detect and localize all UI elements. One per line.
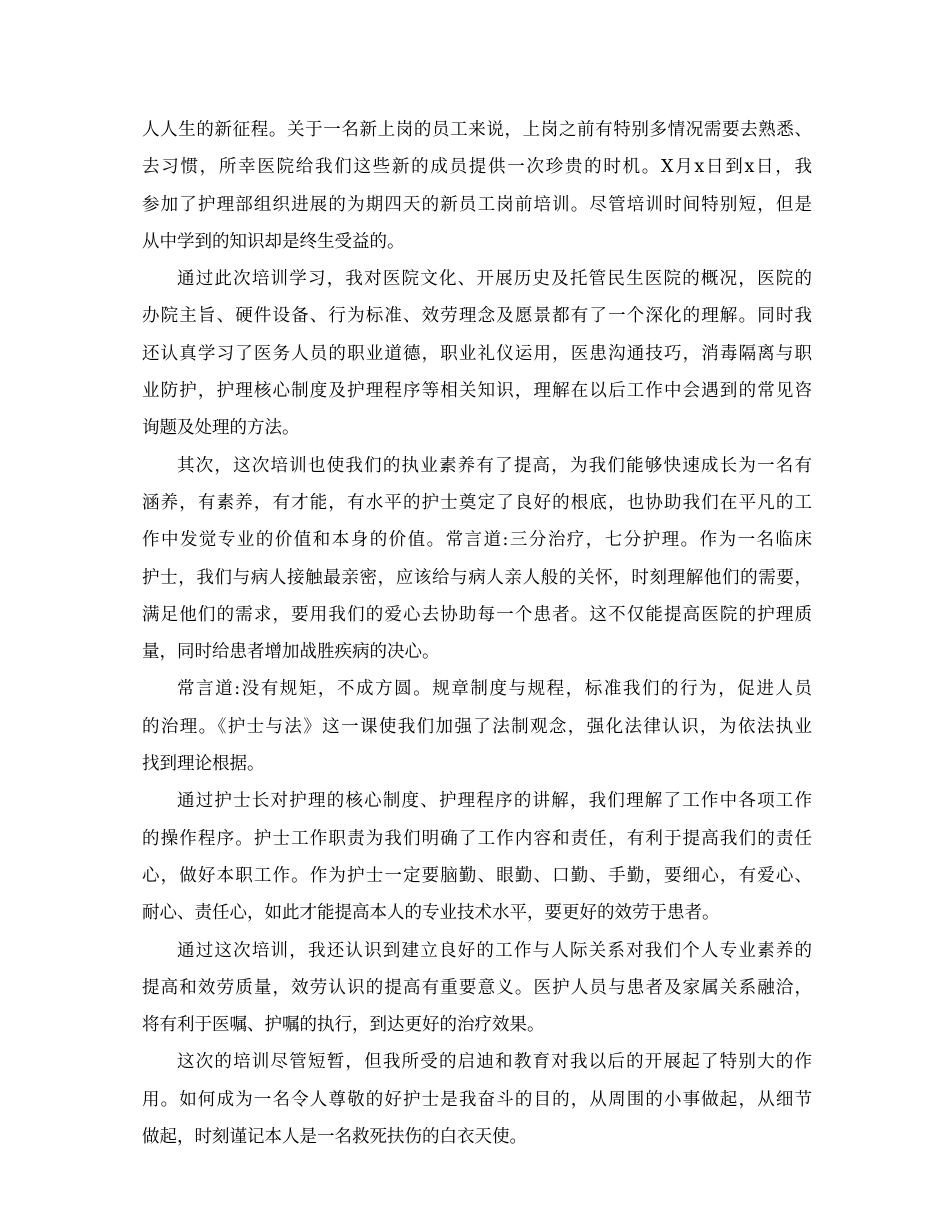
paragraph-professional-quality	[142, 448, 812, 672]
paragraph-continuation	[142, 112, 812, 261]
text-line: 人人生的新征程。关于一名新上岗的员工来说，上岗之前有特别多情况需要去熟悉、	[142, 120, 812, 140]
text-line: 其次，这次培训也使我们的执业素养有了提高，为我们能够快速成长为一名有	[177, 455, 812, 476]
text-line: 从中学到的知识却是终生受益的。	[142, 231, 405, 252]
document-body	[142, 112, 812, 1156]
text-line: 满足他们的需求，要用我们的爱心去协助每一个患者。这不仅能提高医院的护理质	[142, 604, 812, 625]
text-line: 耐心、责任心，如此才能提高本人的专业技术水平，要更好的效劳于患者。	[142, 903, 720, 924]
paragraph-relationships	[142, 933, 812, 1045]
text-line: 作中发觉专业的价值和本身的价值。常言道:三分治疗，七分护理。作为一名临床	[142, 530, 812, 551]
text-line: 业防护，护理核心制度及护理程序等相关知识，理解在以后工作中会遇到的常见咨	[142, 381, 812, 402]
text-line: 的操作程序。护士工作职责为我们明确了工作内容和责任，有利于提高我们的责任	[142, 828, 812, 849]
text-line: 这次的培训尽管短暂，但我所受的启迪和教育对我以后的开展起了特别大的作	[177, 1052, 812, 1073]
text-line: 找到理论根据。	[142, 754, 265, 775]
text-line: 涵养，有素养，有才能，有水平的护士奠定了良好的根底，也协助我们在平凡的工	[142, 492, 812, 513]
text-line: 去习惯，所幸医院给我们这些新的成员提供一次珍贵的时机。X月x日到x日，我	[142, 157, 812, 178]
paragraph-core-system	[142, 783, 812, 932]
text-line: 量，同时给患者增加战胜疾病的决心。	[142, 642, 440, 663]
text-line: 询题及处理的方法。	[142, 418, 300, 439]
text-line: 通过这次培训，我还认识到建立良好的工作与人际关系对我们个人专业素养的	[177, 940, 812, 961]
text-line: 将有利于医嘱、护嘱的执行，到达更好的治疗效果。	[142, 1015, 545, 1036]
text-line: 做起，时刻谨记本人是一名救死扶伤的白衣天使。	[142, 1127, 527, 1148]
text-line: 还认真学习了医务人员的职业道德，职业礼仪运用，医患沟通技巧，消毒隔离与职	[142, 343, 812, 364]
text-line: 提高和效劳质量，效劳认识的提高有重要意义。医护人员与患者及家属关系融洽，	[142, 977, 812, 998]
text-line: 常言道:没有规矩，不成方圆。规章制度与规程，标准我们的行为，促进人员	[177, 679, 812, 700]
text-line: 护士，我们与病人接触最亲密，应该给与病人亲人般的关怀，时刻理解他们的需要，	[142, 567, 812, 588]
paragraph-conclusion	[142, 1044, 812, 1156]
text-line: 通过此次培训学习，我对医院文化、开展历史及托管民生医院的概况，医院的	[177, 269, 812, 290]
text-line: 用。如何成为一名令人尊敬的好护士是我奋斗的目的，从周围的小事做起，从细节	[142, 1089, 812, 1110]
paragraph-rules	[142, 671, 812, 783]
text-line: 通过护士长对护理的核心制度、护理程序的讲解，我们理解了工作中各项工作	[177, 791, 812, 812]
text-line: 心，做好本职工作。作为护士一定要脑勤、眼勤、口勤、手勤，要细心，有爱心、	[142, 865, 812, 886]
paragraph-training-study	[142, 261, 812, 447]
text-line: 办院主旨、硬件设备、行为标准、效劳理念及愿景都有了一个深化的理解。同时我	[142, 306, 812, 327]
text-line: 参加了护理部组织进展的为期四天的新员工岗前培训。尽管培训时间特别短，但是	[142, 194, 812, 215]
text-line: 的治理。《护士与法》这一课使我们加强了法制观念，强化法律认识，为依法执业	[142, 716, 812, 737]
